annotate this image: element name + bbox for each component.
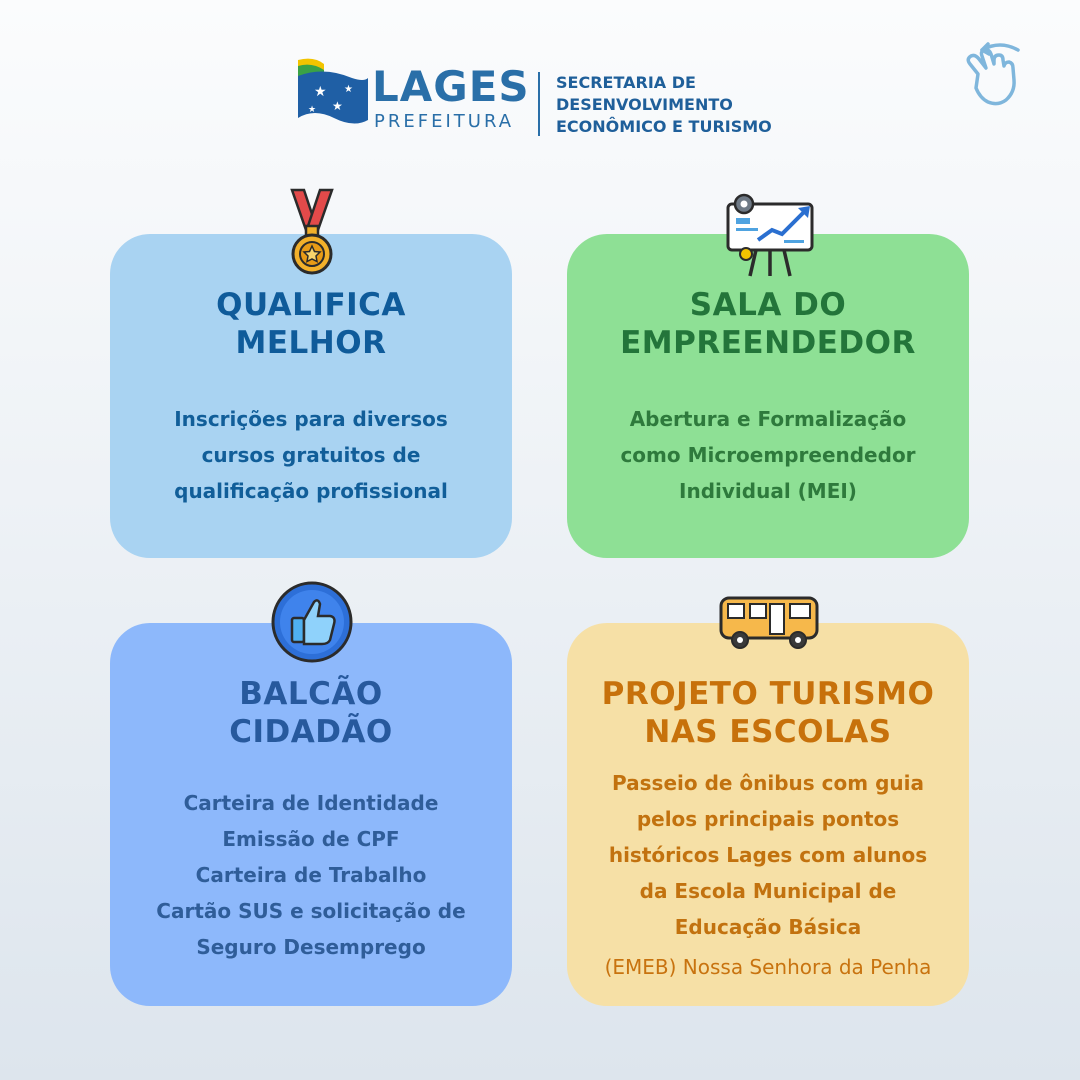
svg-text:★: ★ bbox=[308, 105, 317, 115]
card-title-line: BALCÃO bbox=[239, 676, 383, 712]
card-title bbox=[110, 675, 512, 751]
medal-icon bbox=[286, 188, 338, 278]
card-title bbox=[567, 286, 969, 362]
card-description-line: Abertura e Formalização bbox=[629, 407, 907, 431]
card-description-line: históricos Lages com alunos bbox=[608, 843, 928, 867]
card-title-line: PROJETO TURISMO bbox=[601, 676, 935, 712]
swipe-hand-icon bbox=[960, 40, 1030, 110]
header bbox=[0, 0, 1080, 150]
card-description bbox=[567, 765, 969, 945]
thumbs-up-icon bbox=[270, 580, 354, 664]
card-description-line: da Escola Municipal de bbox=[639, 879, 897, 903]
svg-text:★: ★ bbox=[344, 84, 353, 95]
card-footnote: (EMEB) Nossa Senhora da Penha bbox=[604, 955, 932, 979]
svg-text:★: ★ bbox=[314, 84, 327, 100]
card-description bbox=[110, 401, 512, 509]
card-description-line: pelos principais pontos bbox=[636, 807, 900, 831]
card-title-line: CIDADÃO bbox=[229, 714, 393, 750]
secretaria-line: ECONÔMICO E TURISMO bbox=[556, 117, 772, 136]
card-description-line: como Microempreendedor bbox=[620, 443, 916, 467]
logo-wordmark: LAGES bbox=[372, 62, 530, 111]
card-description-line: Carteira de Identidade bbox=[183, 791, 439, 815]
header-divider bbox=[538, 72, 540, 136]
card-qualifica-melhor[interactable] bbox=[110, 234, 512, 558]
card-description-line: Seguro Desemprego bbox=[196, 935, 426, 959]
card-description-line: Educação Básica bbox=[674, 915, 862, 939]
card-description-line: Emissão de CPF bbox=[222, 827, 400, 851]
card-sala-do-empreendedor[interactable] bbox=[567, 234, 969, 558]
card-description bbox=[110, 785, 512, 965]
secretaria-line: DESENVOLVIMENTO bbox=[556, 95, 733, 114]
card-projeto-turismo-nas-escolas[interactable] bbox=[567, 623, 969, 1006]
card-description-line: Individual (MEI) bbox=[679, 479, 857, 503]
card-title-line: SALA DO bbox=[689, 287, 847, 323]
presentation-board-icon bbox=[724, 190, 816, 278]
card-description-line: qualificação profissional bbox=[174, 479, 448, 503]
secretaria-name bbox=[556, 72, 816, 138]
secretaria-line: SECRETARIA DE bbox=[556, 73, 696, 92]
card-description-line: cursos gratuitos de bbox=[201, 443, 421, 467]
svg-text:★: ★ bbox=[332, 99, 343, 113]
card-description-line: Cartão SUS e solicitação de bbox=[156, 899, 466, 923]
card-description-line: Passeio de ônibus com guia bbox=[612, 771, 924, 795]
card-description-line: Carteira de Trabalho bbox=[195, 863, 427, 887]
card-title-line: MELHOR bbox=[235, 325, 387, 361]
card-description-line: Inscrições para diversos bbox=[174, 407, 448, 431]
card-title bbox=[110, 286, 512, 362]
card-title bbox=[567, 675, 969, 751]
card-title-line: QUALIFICA bbox=[216, 287, 406, 323]
card-balcao-cidadao[interactable] bbox=[110, 623, 512, 1006]
logo-subtitle: PREFEITURA bbox=[374, 111, 515, 132]
card-description bbox=[567, 401, 969, 509]
card-title-line: EMPREENDEDOR bbox=[620, 325, 916, 361]
lages-flag-logo-icon bbox=[294, 56, 370, 128]
card-title-line: NAS ESCOLAS bbox=[644, 714, 892, 750]
bus-icon bbox=[718, 594, 820, 652]
